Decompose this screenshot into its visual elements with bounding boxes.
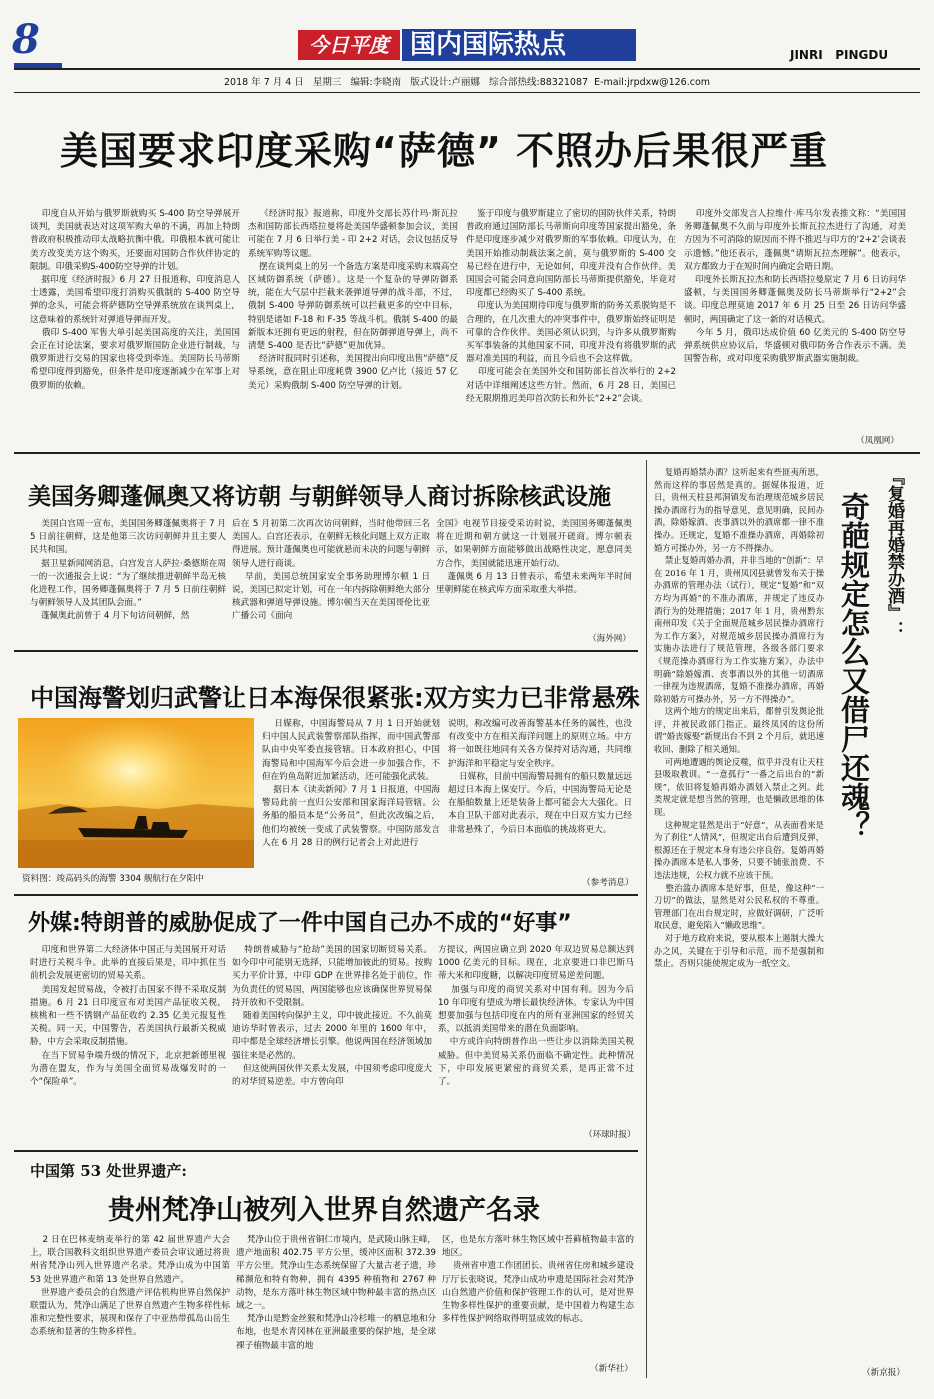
article3-photo-caption: 资料图：竣高码头的海警 3304 舰航行在夕阳中	[22, 874, 205, 884]
logo: 今日平度	[298, 30, 400, 60]
article1-col4: 印度外交部发言人拉维什·库马尔发表推文称：“美国国务卿蓬佩奥不久前与印度外长斯瓦拉杰进行了沟通，对美方因为不可消除的原因而不得不推迟与印方的‘2+2’会谈表示遗憾。”他还表示，蓬佩奥“请斯瓦拉杰理解”。他表示，双方都致力于在短时间内确定会晤日期。 印度外长斯瓦拉杰和防长西塔拉曼原定 7 月 6 日访问华盛顿，与美国国务卿蓬佩奥及防长马蒂斯举行“2+2”会谈。印度总理莫迪 2017 年 6 月 25 日至 26 日访问华盛顿时，两国确定了这一新的对话模式。 今年 5 月，俄印达成价值 60 亿美元的 S-400 防空导弹系统供应协议后，华盛顿对俄印防务合作表示不满。美国警告称，或对印度采购俄罗斯武器实施制裁。	[684, 209, 906, 365]
article5-col1: 2 日在巴林麦纳麦举行的第 42 届世界遗产大会上，联合国教科文组织世界遗产委员会审议通过将贵州省梵净山列入世界遗产名录。梵净山成为中国第 53 处世界遗产和第 13 处世界自然遗产。 世界遗产委员会的自然遗产评估机构世界自然保护联盟认为，梵净山满足了世界自然遗产生物多样性标准和完整性要求，展现和保存了中亚热带孤岛山岳生态系统和显著的生物多样性。	[30, 1235, 231, 1338]
section-title: 国内国际热点	[402, 29, 636, 61]
info-line: 2018 年 7 月 4 日 星期三 编辑:李晓南 版式设计:卢丽娜 综合部热线:88321087 E-mail:jrpdxw@126.com	[223, 77, 711, 88]
article1-col1: 印度自从开始与俄罗斯就购买 S-400 防空导弹展开谈判，美国就表达对这项军购大单的不满，再加上特朗普政府积极推动印太战略抗衡中俄。印俄根本就可能让美方改变美方这个购买，还要面对国防合作伙伴协定的限制。印俄采购S-400防空导弹的计划。 据印度《经济时报》6 月 27 日报道称，印度消息人士透露，美国希望印度打消购买俄制的 S-400 防空导弹的念头，可能会将萨德防空导弹系统放在谈判桌上，这意味着的系统针对弹道导弹而开发。 俄印 S-400 军售大单引起美国高度的关注，美国国会正在讨论法案，要求对俄罗斯国防企业进行制裁，与俄罗斯进行交易的国家也将受到牵连。美国防长马蒂斯希望印度得到豁免，但条件是印度逐渐减少在军事上对俄罗斯的依赖。	[30, 209, 240, 391]
sidebar-title-main: 奇葩规定怎么又借尸还魂？	[837, 492, 871, 840]
article2-col3: 全国》电视节目接受采访时说，美国国务卿蓬佩奥将在近期和朝方就这一计划展开磋商。博尔顿表示，如果朝鲜方面能够做出战略性决定，愿意同美方合作，美国就能迅速开始行动。 蓬佩奥 6 月 13 日曾表示，希望未来两年半时间里朝鲜能在核武库方面采取重大举措。	[436, 519, 632, 596]
article5-headline: 贵州梵净山被列入世界自然遗产名录	[108, 1195, 540, 1226]
page-number: 8	[12, 16, 40, 63]
article1-source: （凤凰网）	[856, 436, 899, 446]
article5-source: （新华社）	[590, 1364, 633, 1374]
article3-col1: 日媒称，中国海警局从 7 月 1 日开始就划归中国人民武装警察部队指挥，而中国武警部队由中央军委直接管辖。日本政府担心，中国海警局和中国海军今后会进一步加强合作，不但在钓鱼岛附近加紧活动，还可能强化武装。 据日本《读卖新闻》7 月 1 日报道，中国海警局此前一直归公安部和国家海洋局管辖。公务船的船员本是“公务员”，但此次改编之后，他们均被统一变成了武装警察。中国防部发言人在 6 月 28 日的例行记者会上对此进行	[262, 719, 440, 848]
article2-source: （海外网）	[588, 634, 631, 644]
article2-col1: 美国白宫周一宣布，美国国务卿蓬佩奥将于 7 月 5 日前往朝鲜，这是他第三次访问朝鲜并且主要人民共和国。 据卫星新闻网消息，白宫发言人萨拉·桑德斯在周一的一次通报会上说：“为了继续推进朝鲜半岛无核化进程工作，国务卿蓬佩奥将于 7 月 5 日前往朝鲜与朝鲜领导人及其团队会面。” 蓬佩奥此前曾于 4 月下旬访问朝鲜，然	[30, 519, 226, 622]
article1-col2: 《经济时报》报道称，印度外交部长苏什玛·斯瓦拉杰和国防部长西塔拉曼将赴美国华盛顿参加会议，美国可能在 7 月 6 日举行美 - 印 2+2 对话，会议包括反导系统军购等议题。 摆在谈判桌上的另一个备选方案是印度采购末端高空区域防御系统（萨德）。这是一个复杂的导弹防御系统，能在大气层中拦截来袭弹道导弹的战斗部，不过，俄制 S-400 导弹防御系统可以拦截更多的空中目标，特别是诸如 F-18 和 F-35 等战斗机。俄制 S-400 的最新版本还拥有更远的射程，但在防御弹道导弹上，尚不清楚 S-400 是否比“萨德”更加优异。 经济时报同时引述称，美国提出向印度出售“萨德”反导系统，意在阻止印度耗费 3900 亿卢比（接近 57 亿美元）采购俄制 S-400 防空导弹的计划。	[248, 209, 458, 391]
sidebar-border	[646, 460, 647, 1378]
masthead-rule-top	[14, 68, 920, 70]
article3-headline: 中国海警划归武警让日本海保很紧张:双方实力已非常悬殊	[30, 684, 640, 712]
article4-source: （环球时报）	[584, 1130, 636, 1140]
article2-col2: 后在 5 月初第二次再次访问朝鲜，当时他带回三名美国人。白宫还表示，在朝鲜无核化问题上双方正取得进展。预计蓬佩奥也可能就悬而未决的问题与朝鲜领导人进行商谈。 早前，美国总统国家安全事务助理博尔顿 1 日说，美国已拟定计划，可在一年内拆除朝鲜绝大部分核武器和弹道导弹设施。博尔顿当天在美国哥伦比亚广播公司《面向	[232, 519, 430, 622]
masthead-rule-bottom	[14, 92, 920, 93]
sunset-sea-photo	[18, 718, 254, 868]
article3-col2: 说明，称改编可改善海警基本任务的属性，也没有改变中方在相关海洋问题上的原则立场。中方将一如既往地同有关各方保持对话沟通，共同维护海洋和平稳定与安全秩序。 日媒称，目前中国海警局拥有的船只数量远远超过日本海上保安厅。今后，中国海警局无论是在船舶数量上还是装备上都可能会大大强化。日本自卫队干部对此表示，现在中日双方实力已经非常悬殊了，今后日本面临的挑战将更大。	[448, 719, 632, 835]
article5-col2: 梵净山位于贵州省铜仁市境内，是武陵山脉主峰，遗产地面积 402.75 平方公里，缓冲区面积 372.39 平方公里。梵净山生态系统保留了大量古老子遗，珍稀濒危和特有物种，拥有 4395 种植物和 2767 种动物，是东方落叶林生物区域中物种最丰富的热点区域之一。 梵净山是黔金丝猴和梵净山冷杉唯一的栖息地和分布地，也是水青冈林在亚洲最重要的保护地，是全球裸子植物最丰富的地	[236, 1235, 437, 1351]
article1-headline: 美国要求印度采购“萨德” 不照办后果很严重	[60, 129, 829, 173]
sidebar-title-quote: 『复婚再婚禁办酒』：	[884, 468, 904, 638]
divider-3	[14, 894, 638, 896]
article5-kicker: 中国第 53 处世界遗产:	[30, 1162, 187, 1180]
article4-col2: 特朗普威胁与“抢劫”美国的国家切断贸易关系。如今印中可能别无选择，只能增加彼此的贸易。按购买力平价计算，中印 GDP 在世界排名处于前位，作为负责任的贸易国，两国能够也应该确保世界贸易保持开放和不受限制。 随着美国转向保护主义，印中彼此接近。不久前莫迪访华时曾表示，过去 2000 年里的 1600 年中，印中都是全球经济增长引擎。他说两国在经济领域加强往来是必然的。 但这使两国伙伴关系太发展，中国须考虑印度庞大的对华贸易逆差。中方曾向印	[232, 945, 433, 1088]
brand-right: JINRI PINGDU	[790, 48, 889, 62]
divider-1	[14, 452, 920, 454]
sidebar-body: 复婚再婚禁办酒？这听起来有些匪夷所思，然而这样的事居然是真的。据媒体报道，近日，贵州天柱县邦洞镇发布治理规范城乡居民操办酒席行为的指导意见，意见明确，民间办酒，除婚嫁酒、丧事酒以外的酒席都一律不准操办。还规定，复婚不准操办酒席，再婚除初婚方可操办外，另一方不得操办。 禁止复婚再婚办酒，并非当地的“创新”：早在 2016 年 1 月，贵州凤冈县就曾发布关于操办酒席的管理办法（试行），规定“复婚”和“双方均为再婚”的不准办酒席，并规定了违反办酒行为的处理措施；2017 年 1 月，贵州黔东南州印发《关于全面规范城乡居民操办酒席行为工作方案》，对规范城乡居民操办酒席行为实施办法进行了规范管理，各级各部门要求《规范操办酒席行为工作实施方案》，办法中明确“除婚嫁酒、丧事酒以外的其他一切酒席一律视为违规酒席，复婚不准操办酒席，再婚除初婚方可操办外，另一方不得操办”。 这两个地方的规定出来后，都曾引发舆论批评，并被民政部门指正。最终凤冈的这份所谓“婚丧嫁娶”新规出台不到 2 个月后，就迅速收回、删除了相关通知。 可两地遭遇的舆论反噬，似乎并没有让天柱县吸取教训。“一意孤行”一番之后出台的“新规”，依旧将复婚再婚办酒划入禁止之列。此类规定就是想当然的管理，也是懒政思维的体现。 这种规定显然是出于“好意”，从表面看来是为了刹住“人情风”，但规定出台后遭到反弹，根源还在于规定本身有违公序良俗。复婚再婚操办酒席本是私人事务，只要不铺张浪费、不违法违规，公权力就不应该干预。 整治滥办酒席本是好事，但是，像这种“一刀切”的做法，显然是对公民私权的不尊重。管理部门在出台规定时，应做好调研，广泛听取民意，避免陷入“懒政思维”。 对于地方政府来说，要从根本上遏制大操大办之风，关键在于引导和示范，而不是强制和禁止。否则只能使规定成为一纸空文。	[654, 467, 824, 969]
article5-col3: 区，也是东方落叶林生物区域中苔藓植物最丰富的地区。 贵州省申遗工作团团长、贵州省住房和城乡建设厅厅长张晓说，梵净山成功申遗是国际社会对梵净山自然遗产价值和保护管理工作的认可，是对世界生物多样性保护的重要贡献，是中国着力构建生态多样性保护网络取得明显成效的标志。	[442, 1235, 634, 1325]
article4-headline: 外媒:特朗普的威胁促成了一件中国自己办不成的“好事”	[28, 911, 572, 936]
sidebar-source: （新京报）	[862, 1368, 905, 1378]
masthead	[0, 0, 934, 100]
article2-headline: 美国务卿蓬佩奥又将访朝 与朝鲜领导人商讨拆除核武设施	[28, 484, 612, 510]
article3-source: （参考消息）	[582, 878, 634, 888]
divider-2	[14, 650, 638, 652]
divider-4	[14, 1150, 638, 1152]
article4-col3: 方提议，两国应确立到 2020 年双边贸易总额达到 1000 亿美元的目标。现在，北京要进口非巴斯马蒂大米和印度糖，以解决印度贸易逆差问题。 加强与印度的商贸关系对中国有利。因为今后 10 年印度有望成为增长最快经济体。专家认为中国想要加强与包括印度在内的所有亚洲国家的经贸关系，以抵消美国带来的潜在负面影响。 中方或许向特朗普作出一些让步以消除美国关税威胁。但中美贸易关系仍面临不确定性。此种情况下，中印发展更紧密的商贸关系，是再正常不过了。	[438, 945, 634, 1088]
article4-col1: 印度和世界第二大经济体中国正与美国展开对话时进行关税斗争。此举的直接后果是，印中抓住当前机会发展更密切的贸易关系。 美国发起贸易战，令被打击国家不得不采取反制措施。6 月 21 日印度宣布对美国产品征收关税，核桃和一些不锈钢产品征收约 2.35 亿美元报复性关税。同一天，中国警告，若美国执行最新关税威胁，中方会采取反制措施。 在当下贸易争端升级的情况下，北京把新德里视为潜在盟友，作为与美国全面贸易战爆发时的一个“保险单”。	[30, 945, 226, 1088]
article3-photo	[18, 718, 254, 868]
article1-col3: 鉴于印度与俄罗斯建立了密切的国防伙伴关系，特朗普政府通过国防部长马蒂斯向印度等国家提出豁免，条件是印度逐步减少对俄罗斯的军事依赖。印度认为，在美国开始推动制裁法案之前，莫与俄罗斯的 S-400 交易已经在进行中，无论如何，印度并没有合作伙伴。美国国会可能会同意向国防部长马蒂斯提供豁免，毕竟对印度都已经购买了 S-400 系统。 印度认为美国期待印度与俄罗斯的防务关系脱钩是不合理的，在几次重大的冲突事件中，俄罗斯始终证明是可靠的合作伙伴。美国必须认识到，与许多从俄罗斯购买军事装备的其他国家不同，印度并没有将俄罗斯的武器对准美国的利益，而且今后也不会这样做。 印度可能会在美国外交和国防部长首次举行的 2+2 对话中详细阐述这些方针。然而，6 月 28 日，美国已经无限期推迟美印首次防长和外长“2+2”会谈。	[466, 209, 676, 404]
